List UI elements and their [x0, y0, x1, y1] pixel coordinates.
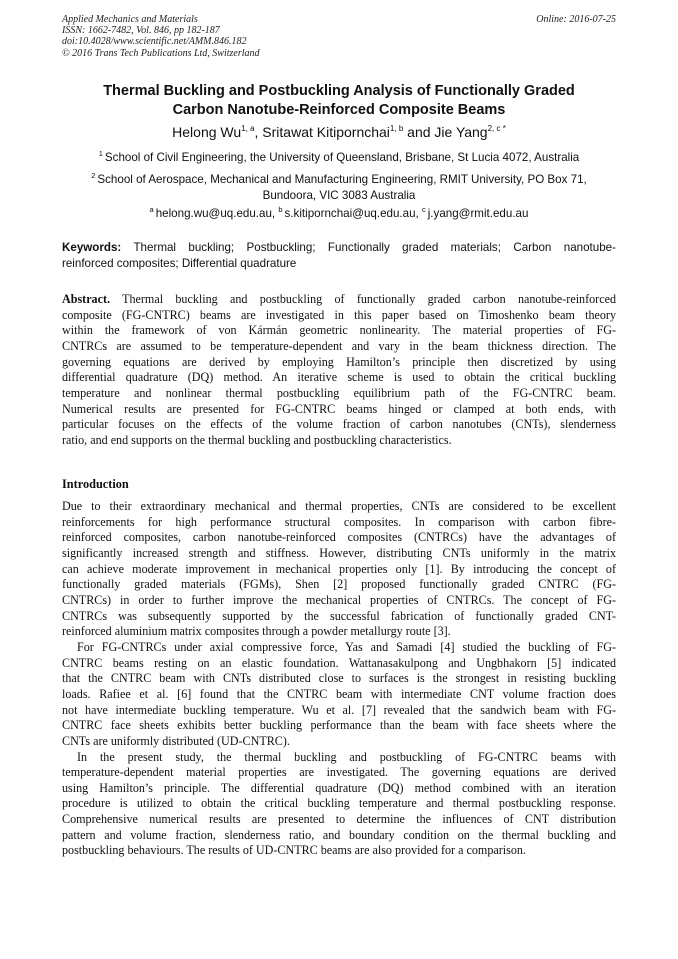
copyright: © 2016 Trans Tech Publications Ltd, Switzerland — [62, 47, 260, 59]
intro-p2-line: CNTs are uniformly distributed (UD-CNTRC). — [62, 733, 290, 748]
intro-p2-line: For FG-CNTRCs under axial compressive force, Yas and Samadi [4] studied the buckling of FG- — [77, 639, 616, 654]
intro-p3-line: temperature-dependent material properties are investigated. The governing equations are derived — [62, 765, 616, 780]
affiliation-2-line-1: School of Aerospace, Mechanical and Manufacturing Engineering, RMIT University, PO Box 71, — [97, 173, 587, 186]
intro-p2-line: CNTRC beams resting on an elastic foundation. Wattanasakulpong and Ungbhakorn [5] indicated — [62, 655, 616, 670]
abstract-line: particular focuses on the effects of the volume fraction of carbon nanotubes (CNTs), slenderness — [62, 417, 616, 432]
abstract-line: governing equations are derived by employing Hamilton’s principle then discretized by using — [62, 354, 616, 369]
section-heading-introduction: Introduction — [62, 477, 129, 491]
abstract-line: differential quadrature (DQ) method. An iterative scheme is used to obtain the critical buckling — [62, 370, 616, 385]
author-3: Jie Yang — [434, 124, 488, 140]
intro-p2-line: CNTRC face sheets exhibits better buckling performance than the beam with face sheets where the — [62, 718, 616, 733]
keywords-line-2: reinforced composites; Differential quadrature — [62, 256, 297, 270]
intro-p3-line: In the present study, the thermal buckling and postbuckling of FG-CNTRC beams with — [77, 749, 616, 764]
journal-name: Applied Mechanics and Materials — [62, 14, 198, 25]
intro-p1-line: reinforced aluminium matrix composites through a powder metallurgy route [3]. — [62, 624, 451, 639]
intro-p2-line: not have intermediate buckling temperature. Wu et al. [7] revealed that the sandwich beam with FG- — [62, 702, 616, 717]
introduction-body — [62, 499, 616, 859]
abstract-line: CNTRCs are assumed to be temperature-dependent and vary in the beam thickness direction. The — [62, 338, 616, 353]
affiliation-2-line-2: Bundoora, VIC 3083 Australia — [262, 188, 416, 202]
author-1-affil: 1, a — [241, 124, 255, 133]
keywords-line-1: Thermal buckling; Postbuckling; Functionally graded materials; Carbon nanotube- — [121, 241, 616, 254]
title-line-1: Thermal Buckling and Postbuckling Analysis of Functionally Graded — [103, 83, 575, 99]
intro-p3-line: procedure is utilized to obtain the critical buckling temperature and thermal postbuckling response. — [62, 796, 616, 811]
abstract-line: Numerical results are presented for FG-CNTRC beams hinged or clamped at both ends, with — [62, 401, 616, 416]
intro-p2-line: that the CNTRC beam with CNTs distributed close to surfaces is the strongest in resisting buckling — [62, 671, 616, 686]
intro-p1-line: can achieve moderate improvement in mechanical properties only [1]. By introducing the concept of — [62, 561, 616, 576]
email-list — [62, 206, 616, 222]
online-date: Online: 2016-07-25 — [536, 14, 616, 25]
email-b[interactable]: s.kitipornchai@uq.edu.au, — [284, 207, 422, 220]
intro-p3-line: using Hamilton’s principle. The differential quadrature (DQ) method combined with an iteration — [62, 780, 616, 795]
abstract — [62, 292, 616, 449]
abstract-line: Thermal buckling and postbuckling of functionally graded carbon nanotube-reinforced — [110, 292, 616, 306]
abstract-line: composite (FG-CNTRC) beams are investigated in this paper based on Timoshenko beam theory — [62, 307, 616, 322]
paper-title — [62, 82, 616, 120]
affiliation-2 — [62, 172, 616, 203]
author-1: Helong Wu — [172, 124, 242, 140]
title-line-2: Carbon Nanotube-Reinforced Composite Beams — [172, 102, 506, 118]
intro-p1-line: significantly increased strength and stiffness. However, distributing CNTs uniformly in the matrix — [62, 545, 616, 560]
affiliation-1-mark: 1 — [98, 149, 103, 158]
doi: doi:10.4028/www.scientific.net/AMM.846.182 — [62, 36, 247, 48]
intro-p3-line: Comprehensive numerical results are presented to determine the influences of CNT distribution — [62, 812, 616, 827]
intro-p2-line: loads. Rafiee et al. [6] found that the CNTRC beam with intermediate CNT volume fraction does — [62, 686, 616, 701]
issn: ISSN: 1662-7482, Vol. 846, pp 182-187 — [62, 25, 220, 37]
email-c-mark: c — [421, 205, 426, 214]
abstract-line: within the framework of von Kármán geometric nonlinearity. The material properties of FG- — [62, 323, 616, 338]
intro-p3-line: postbuckling behaviours. The results of UD-CNTRC beams are also provided for a comparison. — [62, 843, 526, 858]
author-2: Sritawat Kitipornchai — [262, 124, 390, 140]
author-sep-2: and — [403, 124, 435, 140]
email-a-mark: a — [149, 205, 154, 214]
author-3-affil: 2, c * — [487, 124, 506, 133]
email-a[interactable]: helong.wu@uq.edu.au, — [155, 207, 279, 220]
intro-p1-line: Due to their extraordinary mechanical and thermal properties, CNTs are considered to be excellent — [62, 499, 616, 513]
intro-p1-line: functionally graded materials (FGMs), Shen [2] proposed functionally graded CNTRC (FG- — [62, 577, 616, 592]
intro-p1-line: reinforced composites, carbon nanotube-reinforced composites (CNTRCs) have the advantages of — [62, 530, 616, 545]
keywords — [62, 240, 616, 271]
intro-p1-line: reinforcements for high performance structural composites. In comparison with carbon fibre- — [62, 514, 616, 529]
intro-p3-line: pattern and volume fraction, slenderness ratio, and boundary condition on the thermal buckling and — [62, 827, 616, 842]
affiliation-1-text: School of Civil Engineering, the University of Queensland, Brisbane, St Lucia 4072, Australia — [104, 151, 580, 164]
email-c[interactable]: j.yang@rmit.edu.au — [427, 207, 529, 220]
abstract-line: temperature and nonlinear thermal postbuckling equilibrium path of the FG-CNTRC beam. — [62, 385, 616, 400]
keywords-label: Keywords: — [62, 241, 122, 254]
affiliation-2-mark: 2 — [91, 171, 96, 180]
author-2-affil: 1, b — [389, 124, 404, 133]
abstract-label: Abstract. — [62, 292, 111, 306]
author-list — [62, 122, 616, 142]
affiliation-1 — [62, 150, 616, 166]
email-b-mark: b — [278, 205, 283, 214]
intro-p1-line: CNTRCs) in order to further improve the mechanical properties of CNTRCs. The concept of FG- — [62, 592, 616, 607]
abstract-line: ratio, and end supports on the thermal buckling and postbuckling characteristics. — [62, 432, 452, 447]
journal-header — [62, 14, 616, 59]
intro-p1-line: CNTRCs was subsequently supported by the successful fabrication of functionally graded CNT- — [62, 608, 616, 623]
author-sep-1: , — [254, 124, 263, 140]
